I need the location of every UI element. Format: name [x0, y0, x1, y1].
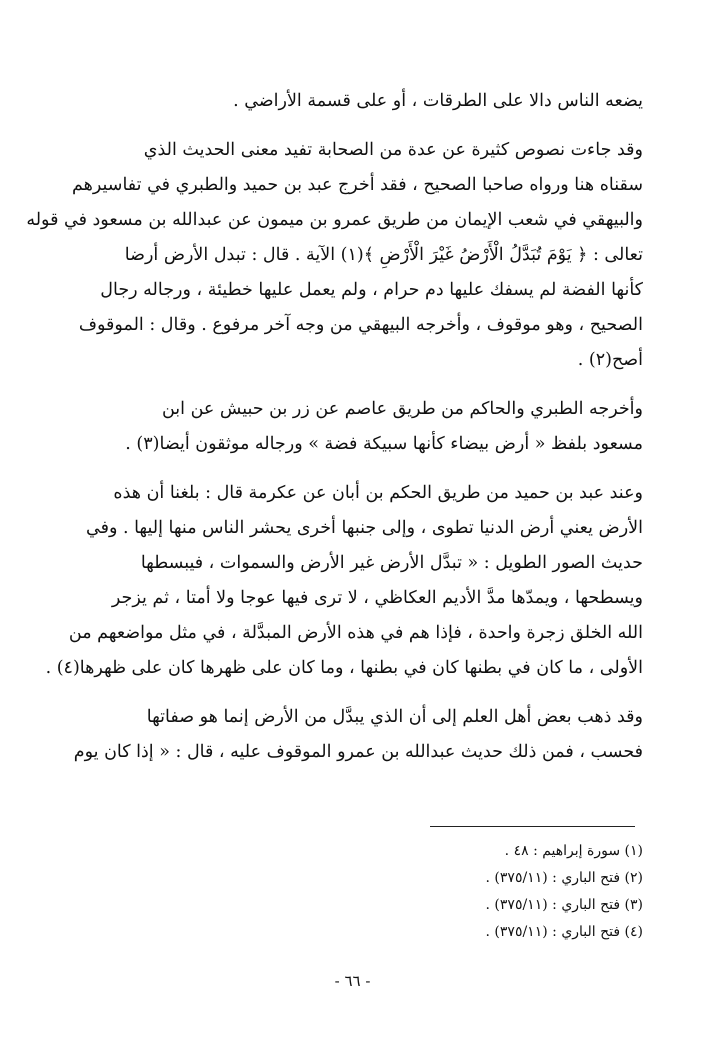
paragraph	[73, 700, 643, 770]
text-line: الأرض يعني أرض الدنيا تطوى ، وإلى جنبها أخرى يحشر الناس منها إليها . وفي	[86, 518, 643, 538]
text-line: الله الخلق زجرة واحدة ، فإذا هم في هذه الأرض المبدَّلة ، في مثل مواضعهم من	[68, 623, 643, 643]
footnotes	[223, 838, 643, 946]
text-line: تعالى : ﴿ يَوْمَ تُبَدَّلُ الْأَرْضُ غَيْرَ الْأَرْضِ ﴾(١) الآية . قال : تبدل الأرض أرضا	[124, 245, 643, 265]
paragraph	[45, 476, 643, 686]
text-line: أصح(٢) .	[577, 350, 643, 370]
text-line: فحسب ، فمن ذلك حديث عبدالله بن عمرو الموقوف عليه ، قال : « إذا كان يوم	[73, 742, 643, 762]
footnote: (٢) فتح الباري : (٣٧٥/١١) .	[485, 870, 643, 886]
text-line: وأخرجه الطبري والحاكم من طريق عاصم عن زر بن حبيش عن ابن	[161, 399, 643, 419]
main-text	[26, 84, 643, 784]
paragraph	[76, 392, 643, 462]
paragraph	[26, 133, 643, 378]
text-line: يضعه الناس دالا على الطرقات ، أو على قسمة الأراضي .	[233, 91, 643, 111]
footnote: (٤) فتح الباري : (٣٧٥/١١) .	[485, 924, 643, 940]
text-line: الصحيح ، وهو موقوف ، وأخرجه البيهقي من وجه آخر مرفوع . وقال : الموقوف	[78, 315, 643, 335]
footnote-separator	[430, 826, 635, 827]
page-number: - ٦٦ -	[334, 972, 371, 990]
text-line: وقد ذهب بعض أهل العلم إلى أن الذي يبدَّل من الأرض إنما هو صفاتها	[146, 707, 643, 727]
text-line: والبيهقي في شعب الإيمان من طريق عمرو بن ميمون عن عبدالله بن مسعود في قوله	[26, 210, 643, 230]
text-line: كأنها الفضة لم يسفك عليها دم حرام ، ولم يعمل عليها خطيئة ، ورجاله رجال	[100, 280, 643, 300]
text-line: سقناه هنا ورواه صاحبا الصحيح ، فقد أخرج عبد بن حميد والطبري في تفاسيرهم	[71, 175, 643, 195]
footnote: (١) سورة إبراهيم : ٤٨ .	[504, 843, 643, 859]
text-line: حديث الصور الطويل : « تبدَّل الأرض غير الأرض والسموات ، فيبسطها	[140, 553, 643, 573]
text-line: وقد جاءت نصوص كثيرة عن عدة من الصحابة تفيد معنى الحديث الذي	[143, 140, 643, 160]
text-line: مسعود بلفظ « أرض بيضاء كأنها سبيكة فضة » ورجاله موثقون أيضا(٣) .	[125, 434, 643, 454]
paragraph	[76, 84, 643, 119]
text-line: ويسطحها ، ويمدّها مدَّ الأديم العكاظي ، لا ترى فيها عوجا ولا أمتا ، ثم يزجر	[111, 588, 643, 608]
text-line: الأولى ، ما كان في بطنها كان في بطنها ، وما كان على ظهرها كان على ظهرها(٤) .	[45, 658, 643, 678]
footnote: (٣) فتح الباري : (٣٧٥/١١) .	[485, 897, 643, 913]
text-line: وعند عبد بن حميد من طريق الحكم بن أبان عن عكرمة قال : بلغنا أن هذه	[113, 483, 643, 503]
